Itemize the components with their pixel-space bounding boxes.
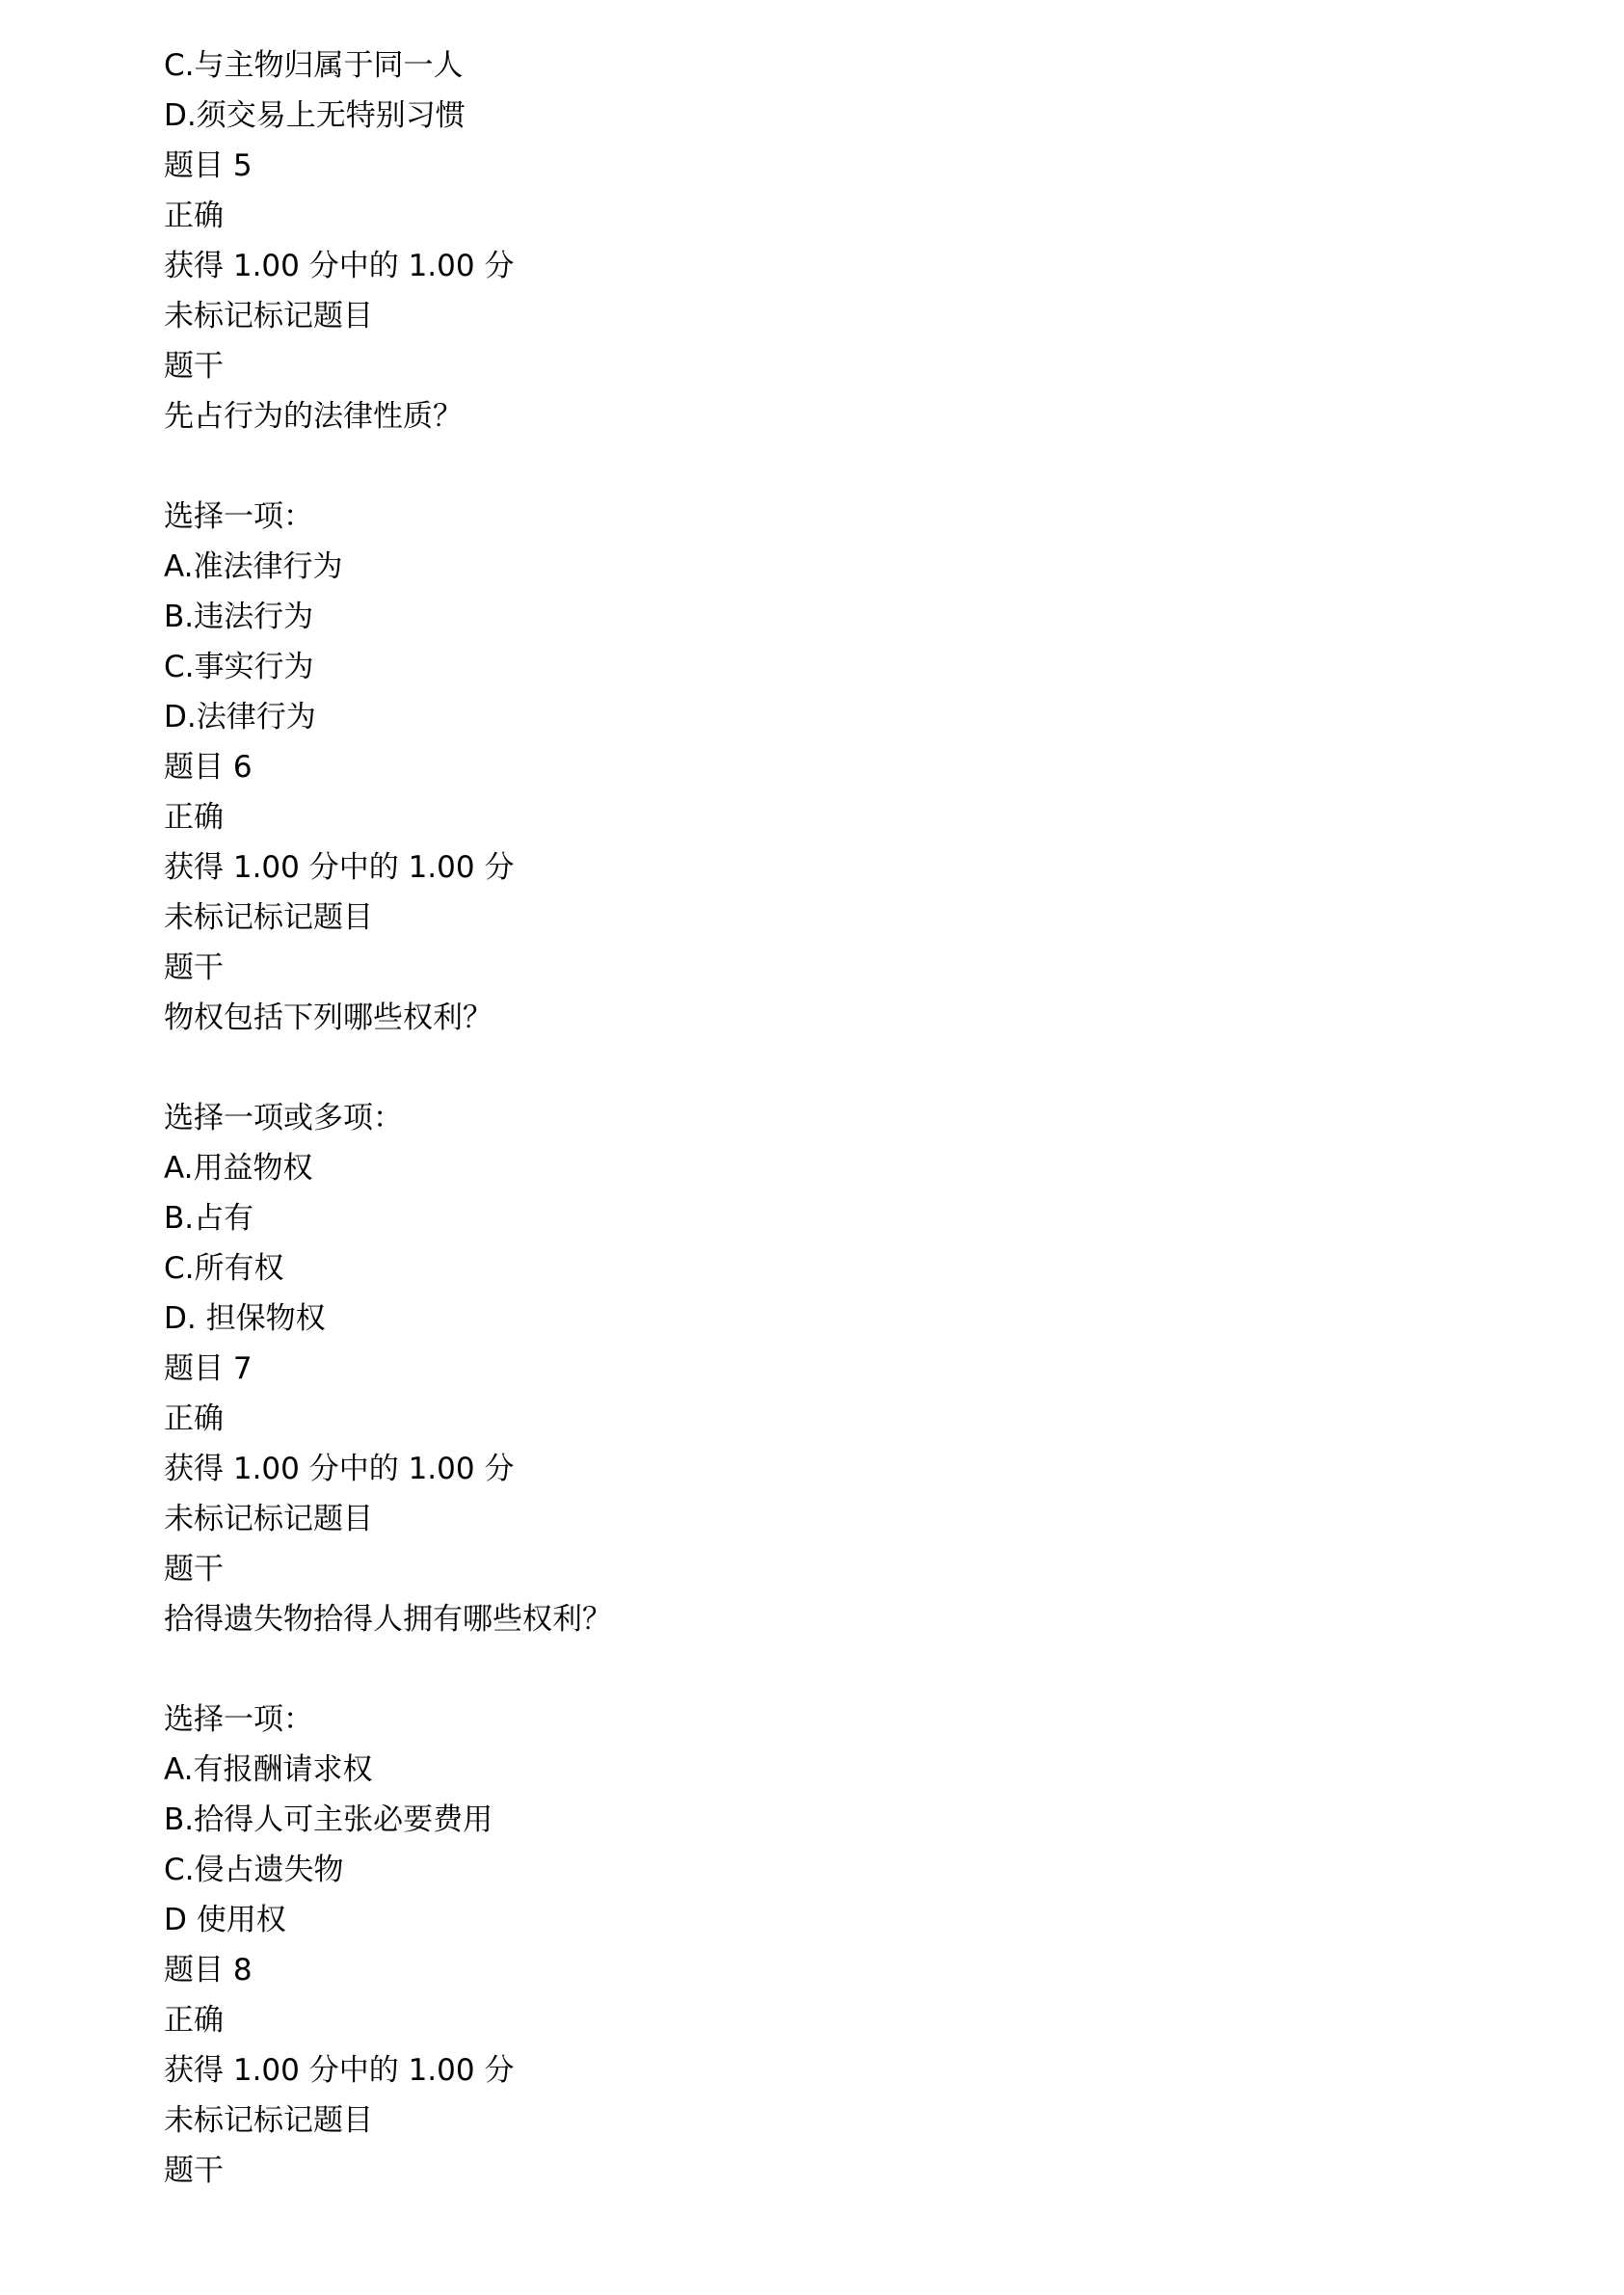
- q7-instruction: 选择一项：: [164, 1702, 313, 1737]
- q5-question: 先占行为的法律性质？: [164, 399, 463, 434]
- q5-option-b: B.违法行为: [164, 600, 314, 634]
- q7-question: 拾得遗失物拾得人拥有哪些权利？: [164, 1602, 612, 1637]
- q6-number: 题目 6: [164, 750, 253, 785]
- q6-score: 获得 1.00 分中的 1.00 分: [164, 850, 515, 885]
- q7-status: 正确: [164, 1401, 224, 1436]
- q5-status: 正确: [164, 199, 224, 233]
- blank-line: [164, 1043, 1513, 1093]
- q7-option-d: D 使用权: [164, 1903, 286, 1937]
- q6-flag: 未标记标记题目: [164, 900, 373, 935]
- q6-question: 物权包括下列哪些权利？: [164, 1001, 493, 1035]
- q7-score: 获得 1.00 分中的 1.00 分: [164, 1452, 515, 1486]
- q8-number: 题目 8: [164, 1953, 253, 1988]
- q7-flag: 未标记标记题目: [164, 1502, 373, 1536]
- q5-option-a: A.准法律行为: [164, 549, 343, 584]
- q5-number: 题目 5: [164, 148, 253, 183]
- q7-option-a: A.有报酬请求权: [164, 1752, 373, 1787]
- q6-option-b: B.占有: [164, 1201, 254, 1236]
- q6-option-c: C.所有权: [164, 1251, 284, 1286]
- q5-option-c: C.事实行为: [164, 650, 314, 684]
- q8-flag: 未标记标记题目: [164, 2103, 373, 2138]
- blank-line: [164, 1644, 1513, 1695]
- q5-score: 获得 1.00 分中的 1.00 分: [164, 249, 515, 283]
- blank-line: [164, 441, 1513, 492]
- q6-option-a: A.用益物权: [164, 1151, 313, 1186]
- q6-status: 正确: [164, 800, 224, 835]
- q6-stem-label: 题干: [164, 950, 224, 985]
- q5-instruction: 选择一项：: [164, 499, 313, 534]
- q8-status: 正确: [164, 2003, 224, 2038]
- q7-option-b: B.拾得人可主张必要费用: [164, 1802, 493, 1837]
- q5-flag: 未标记标记题目: [164, 299, 373, 334]
- q7-stem-label: 题干: [164, 1552, 224, 1587]
- q5-option-d: D.法律行为: [164, 700, 316, 734]
- q6-option-d: D. 担保物权: [164, 1301, 326, 1336]
- q7-option-c: C.侵占遗失物: [164, 1853, 344, 1887]
- q4-option-c: C.与主物归属于同一人: [164, 48, 464, 83]
- q7-number: 题目 7: [164, 1351, 253, 1386]
- q4-option-d: D.须交易上无特别习惯: [164, 98, 466, 133]
- q6-instruction: 选择一项或多项：: [164, 1101, 403, 1135]
- document-page: [164, 40, 1513, 2196]
- q5-stem-label: 题干: [164, 349, 224, 384]
- q8-score: 获得 1.00 分中的 1.00 分: [164, 2053, 515, 2088]
- q8-stem-label: 题干: [164, 2153, 224, 2188]
